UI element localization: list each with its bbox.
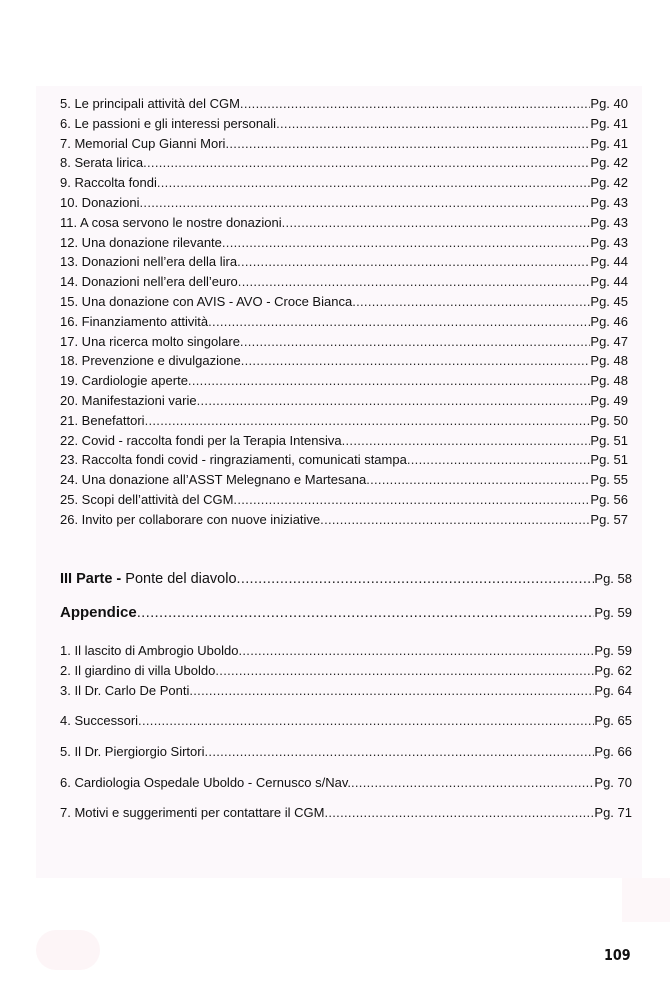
toc-entry-title: 7. Motivi e suggerimenti per contattare il CGM bbox=[60, 805, 325, 820]
toc-entry-page: Pg. 71 bbox=[594, 805, 632, 820]
toc-entry-page: Pg. 57 bbox=[590, 511, 628, 527]
toc-entry-page: Pg. 44 bbox=[590, 254, 628, 270]
toc-entry bbox=[60, 713, 632, 729]
part-title: Ponte del diavolo bbox=[121, 571, 237, 587]
toc-entry bbox=[60, 433, 628, 449]
toc-entry-page: Pg. 65 bbox=[594, 713, 632, 728]
toc-entry bbox=[60, 175, 628, 191]
toc-entry-page: Pg. 51 bbox=[590, 432, 628, 448]
toc-entry bbox=[60, 274, 628, 290]
toc-entry-title: 10. Donazioni bbox=[60, 195, 140, 210]
dot-leader bbox=[240, 96, 590, 112]
toc-entry-title: 17. Una ricerca molto singolare bbox=[60, 333, 240, 349]
dot-leader bbox=[215, 663, 594, 679]
toc-entry-page: Pg. 43 bbox=[590, 214, 628, 230]
dot-leader bbox=[320, 512, 590, 528]
toc-entry-page: Pg. 46 bbox=[590, 313, 628, 329]
toc-entry-title: 4. Successori bbox=[60, 713, 139, 728]
toc-entry-page: Pg. 59 bbox=[594, 643, 632, 658]
dot-leader bbox=[241, 353, 591, 369]
toc-entry-part3 bbox=[60, 570, 632, 588]
toc-entry bbox=[60, 353, 628, 369]
toc-entry-title: 22. Covid - raccolta fondi per la Terapia Intensiva bbox=[60, 432, 342, 448]
toc-entry bbox=[60, 775, 632, 791]
toc-entry bbox=[60, 744, 632, 760]
toc-entry-page: Pg. 41 bbox=[590, 135, 628, 151]
toc-entry-page: Pg. 58 bbox=[594, 571, 632, 586]
toc-entry bbox=[60, 195, 628, 211]
dot-leader bbox=[233, 492, 590, 508]
toc-entry-page: Pg. 62 bbox=[594, 663, 632, 678]
toc-entry-page: Pg. 44 bbox=[590, 274, 628, 290]
toc-entry bbox=[60, 155, 628, 171]
toc-entry bbox=[60, 314, 628, 330]
toc-entry-page: Pg. 42 bbox=[590, 155, 628, 171]
dot-leader bbox=[208, 314, 590, 330]
toc-entry bbox=[60, 215, 628, 231]
dot-leader bbox=[222, 235, 591, 251]
dot-leader bbox=[238, 643, 594, 659]
toc-entry bbox=[60, 492, 628, 508]
toc-entry bbox=[60, 334, 628, 350]
toc-entry-title: 23. Raccolta fondi covid - ringraziamenti, comunicati stampa bbox=[60, 452, 407, 468]
page-corner-tint bbox=[622, 878, 670, 922]
toc-entry-page: Pg. 47 bbox=[590, 333, 628, 349]
toc-entry bbox=[60, 254, 628, 270]
toc-entry-page: Pg. 48 bbox=[590, 353, 628, 369]
toc-entry bbox=[60, 136, 628, 152]
dot-leader bbox=[237, 254, 590, 270]
toc-entry-title: 3. Il Dr. Carlo De Ponti bbox=[60, 683, 190, 698]
toc-entry bbox=[60, 452, 628, 468]
dot-leader bbox=[140, 195, 591, 211]
dot-leader bbox=[197, 393, 591, 409]
toc-entry-page: Pg. 64 bbox=[594, 683, 632, 698]
dot-leader bbox=[324, 805, 594, 821]
toc-entry-page: Pg. 70 bbox=[594, 775, 632, 790]
toc-entry bbox=[60, 643, 632, 659]
dot-leader bbox=[237, 570, 595, 588]
toc-entry-title: 24. Una donazione all’ASST Melegnano e Martesana bbox=[60, 472, 367, 488]
toc-entry-title: 2. Il giardino di villa Uboldo bbox=[60, 663, 216, 678]
dot-leader bbox=[407, 452, 591, 468]
dot-leader bbox=[137, 604, 595, 622]
toc-entry bbox=[60, 805, 632, 821]
toc-entry-page: Pg. 40 bbox=[590, 96, 628, 111]
toc-entry-title: 19. Cardiologie aperte bbox=[60, 373, 188, 389]
toc-entry-page: Pg. 43 bbox=[590, 234, 628, 250]
toc-entry-title: 25. Scopi dell’attività del CGM bbox=[60, 492, 234, 507]
dot-leader bbox=[342, 433, 591, 449]
dot-leader bbox=[240, 334, 590, 350]
toc-entry-title: 20. Manifestazioni varie bbox=[60, 393, 197, 408]
toc-entry bbox=[60, 472, 628, 488]
dot-leader bbox=[276, 116, 590, 132]
toc-entry-title: 7. Memorial Cup Gianni Mori bbox=[60, 135, 226, 151]
toc-entry-title: 13. Donazioni nell’era della lira bbox=[60, 254, 238, 270]
toc-entry bbox=[60, 413, 628, 429]
toc-entry-title: 6. Le passioni e gli interessi personali bbox=[60, 115, 277, 131]
toc-entry bbox=[60, 683, 632, 699]
toc-entry bbox=[60, 235, 628, 251]
dot-leader bbox=[157, 175, 591, 191]
dot-leader bbox=[238, 274, 591, 290]
dot-leader bbox=[366, 472, 590, 488]
toc-entry-title: 11. A cosa servono le nostre donazioni bbox=[60, 214, 282, 230]
dot-leader bbox=[189, 683, 594, 699]
dot-leader bbox=[205, 744, 595, 760]
toc-entry bbox=[60, 393, 628, 409]
toc-entry-page: Pg. 66 bbox=[594, 744, 632, 759]
toc-entry-title bbox=[60, 570, 237, 588]
toc-entry-page: Pg. 43 bbox=[590, 195, 628, 210]
toc-entry-title: 26. Invito per collaborare con nuove iniziative bbox=[60, 511, 321, 527]
toc-entry-title: 8. Serata lirica bbox=[60, 155, 144, 171]
dot-leader bbox=[138, 713, 594, 729]
toc-entry bbox=[60, 96, 628, 112]
toc-entry-page: Pg. 48 bbox=[590, 373, 628, 389]
toc-entry bbox=[60, 294, 628, 310]
toc-entry-title: 12. Una donazione rilevante bbox=[60, 234, 222, 250]
dot-leader bbox=[351, 775, 594, 791]
toc-entry-page: Pg. 56 bbox=[590, 492, 628, 507]
toc-entry-page: Pg. 49 bbox=[590, 393, 628, 408]
toc-entry bbox=[60, 663, 632, 679]
page-number: 109 bbox=[604, 946, 631, 964]
toc-entry bbox=[60, 373, 628, 389]
toc-entry-title: 16. Finanziamento attività bbox=[60, 313, 209, 329]
toc-entry-title: 6. Cardiologia Ospedale Uboldo - Cernusco s/Nav. bbox=[60, 775, 351, 790]
toc-entry-page: Pg. 45 bbox=[590, 294, 628, 309]
toc-entry-title: Appendice bbox=[60, 604, 137, 621]
dot-leader bbox=[143, 155, 590, 171]
dot-leader bbox=[188, 373, 590, 389]
toc-entry-title: 14. Donazioni nell’era dell’euro bbox=[60, 274, 238, 290]
dot-leader bbox=[352, 294, 590, 310]
toc-entry-page: Pg. 51 bbox=[590, 452, 628, 468]
toc-entry-title: 5. Le principali attività del CGM bbox=[60, 96, 240, 111]
toc-entry-page: Pg. 55 bbox=[590, 472, 628, 488]
toc-entry-title: 9. Raccolta fondi bbox=[60, 175, 157, 191]
dot-leader bbox=[282, 215, 591, 231]
page-corner-smudge bbox=[36, 930, 100, 970]
toc-entry-appendix bbox=[60, 604, 632, 622]
toc-entry-title: 18. Prevenzione e divulgazione bbox=[60, 353, 241, 369]
toc-entry-title: 21. Benefattori bbox=[60, 412, 145, 428]
toc-entry-title: 15. Una donazione con AVIS - AVO - Croce Bianca bbox=[60, 294, 353, 309]
toc-entry bbox=[60, 512, 628, 528]
toc-entry-page: Pg. 42 bbox=[590, 175, 628, 191]
dot-leader bbox=[145, 413, 591, 429]
toc-entry-page: Pg. 50 bbox=[590, 412, 628, 428]
part-label: III Parte - bbox=[60, 571, 122, 587]
toc-entry-title: 1. Il lascito di Ambrogio Uboldo bbox=[60, 643, 239, 658]
dot-leader bbox=[225, 136, 590, 152]
toc-entry-page: Pg. 41 bbox=[590, 115, 628, 131]
toc-entry bbox=[60, 116, 628, 132]
toc-entry-title: 5. Il Dr. Piergiorgio Sirtori bbox=[60, 744, 205, 759]
toc-entry-page: Pg. 59 bbox=[594, 605, 632, 620]
